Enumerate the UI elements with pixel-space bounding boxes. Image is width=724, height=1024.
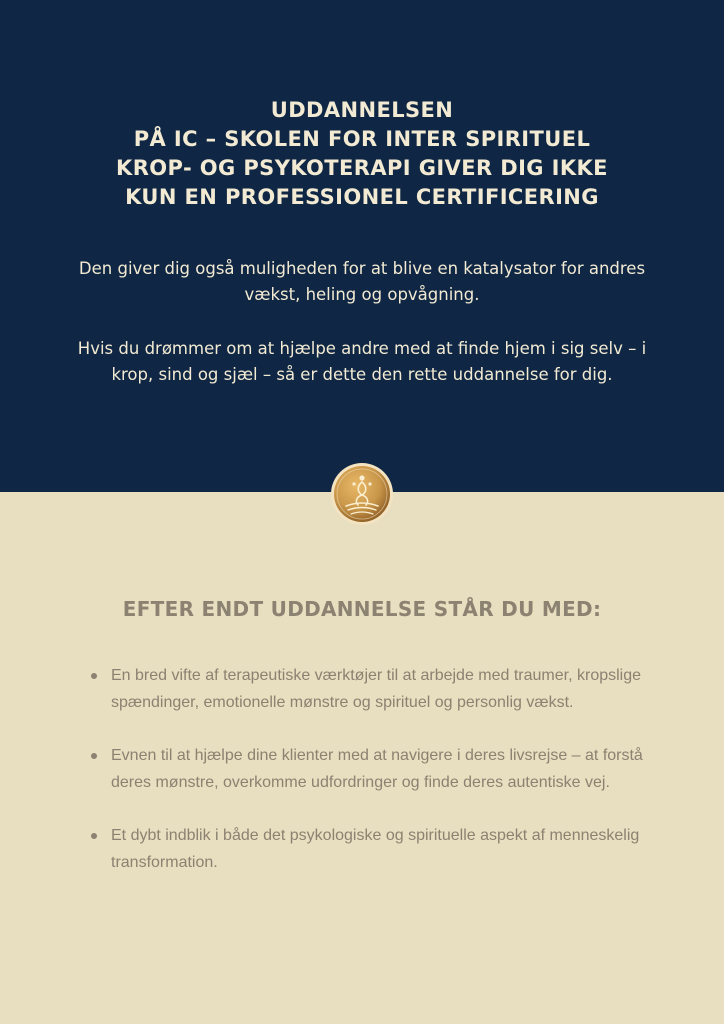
- list-item: [90, 662, 650, 716]
- section-title: EFTER ENDT UDDANNELSE STÅR DU MED:: [122, 597, 602, 621]
- bullet-icon: [91, 833, 97, 839]
- list-item-text: Evnen til at hjælpe dine klienter med at navigere i deres livsrejse – at forstå deres mønstre, overkomme udfordringer og finde deres autentiske vej.: [111, 747, 643, 791]
- headline-line: UDDANNELSEN: [270, 98, 454, 122]
- list-item: [90, 822, 650, 876]
- benefit-list: [90, 662, 650, 902]
- list-item: [90, 742, 650, 796]
- list-item-text: En bred vifte af terapeutiske værktøjer til at arbejde med traumer, kropslige spændinger, emotionelle mønstre og spirituel og personlig vækst.: [111, 667, 642, 711]
- intro-paragraph: Den giver dig også muligheden for at blive en katalysator for andres vækst, heling og opvågning.: [78, 259, 646, 304]
- bullet-icon: [91, 673, 97, 679]
- lotus-figure-emblem-icon: [330, 462, 394, 526]
- headline-line: PÅ IC – SKOLEN FOR INTER SPIRITUEL: [133, 127, 591, 151]
- headline-line: KUN EN PROFESSIONEL CERTIFICERING: [125, 185, 599, 209]
- headline-line: KROP- OG PSYKOTERAPI GIVER DIG IKKE: [116, 156, 608, 180]
- bullet-icon: [91, 753, 97, 759]
- intro-paragraph: Hvis du drømmer om at hjælpe andre med at finde hjem i sig selv – i krop, sind og sjæl – så er dette den rette uddannelse for dig.: [77, 339, 647, 384]
- list-item-text: Et dybt indblik i både det psykologiske og spirituelle aspekt af menneskelig transformation.: [111, 827, 640, 871]
- intro-text: [60, 256, 664, 388]
- header-panel: [0, 0, 724, 492]
- headline: [40, 96, 684, 212]
